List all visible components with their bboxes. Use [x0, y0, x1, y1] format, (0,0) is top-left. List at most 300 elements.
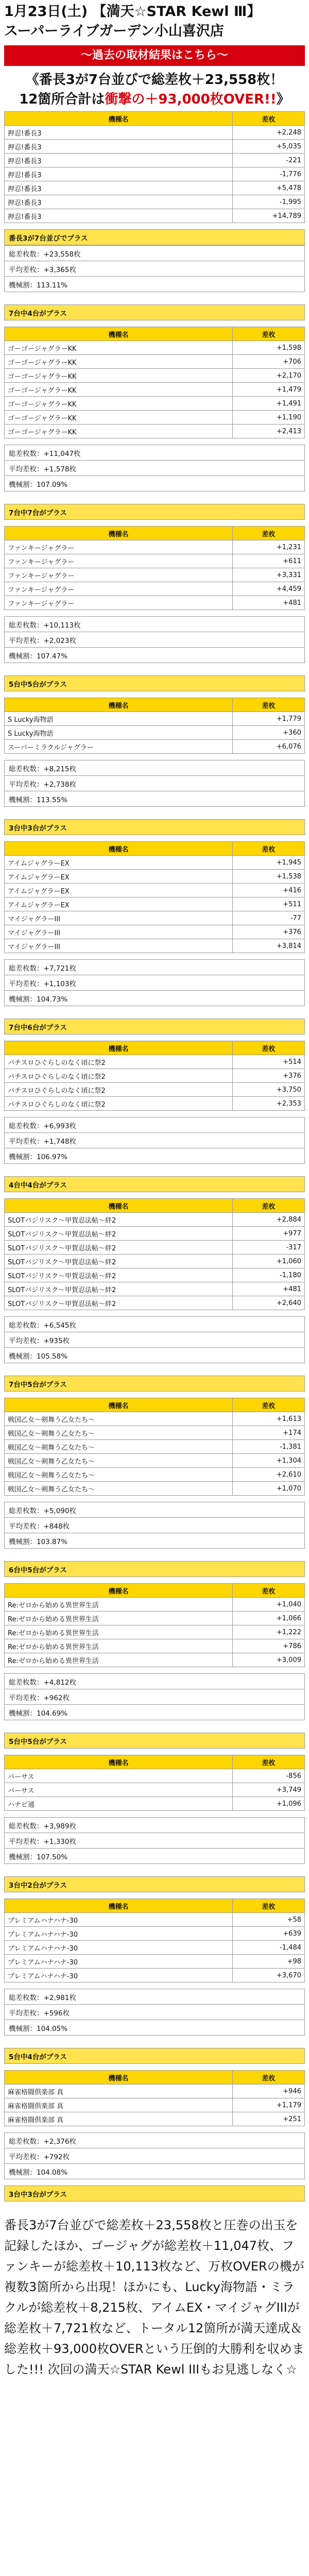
machine-name: バーサス	[5, 1783, 233, 1797]
table-row	[5, 1227, 305, 1241]
machine-table	[4, 1398, 305, 1496]
machine-name: アイムジャグラーEX	[5, 856, 233, 870]
column-header-machine: 機種名	[5, 327, 233, 341]
table-row	[5, 726, 305, 740]
table-header-row	[5, 1398, 305, 1412]
summary-rate: 機械割：106.97%	[5, 1148, 305, 1164]
results-list	[4, 111, 305, 2201]
section-title: 3台中3台がプラス	[5, 820, 305, 835]
table-row	[5, 1055, 305, 1069]
diff-value: +1,060	[233, 1255, 305, 1268]
table-row	[5, 181, 305, 195]
section-title-box	[4, 675, 305, 691]
machine-name: アイムジャグラーEX	[5, 884, 233, 897]
summary-table	[4, 445, 305, 492]
machine-name: SLOTバジリスク〜甲賀忍法帖〜絆2	[5, 1213, 233, 1227]
machine-name: 麻雀格闘倶楽部 真	[5, 2084, 233, 2098]
result-section	[4, 2048, 305, 2201]
section-title-box	[4, 229, 305, 245]
table-row	[5, 870, 305, 884]
summary-rate: 機械割：104.73%	[5, 991, 305, 1006]
machine-name: 押忍!番長3	[5, 154, 233, 167]
section-title-box	[4, 1876, 305, 1892]
diff-value: -1,180	[233, 1268, 305, 1282]
diff-value: +706	[233, 355, 305, 369]
summary-table	[4, 1117, 305, 1164]
diff-value: +4,459	[233, 582, 305, 596]
diff-value: -1,381	[233, 1440, 305, 1454]
table-row	[5, 856, 305, 870]
table-row	[5, 568, 305, 582]
diff-value: +1,304	[233, 1454, 305, 1468]
machine-name: ファンキージャグラー	[5, 554, 233, 568]
result-section	[4, 1561, 305, 1720]
diff-value: +1,779	[233, 712, 305, 726]
table-row	[5, 1454, 305, 1468]
machine-table	[4, 1198, 305, 1310]
machine-table	[4, 111, 305, 223]
machine-name: マイジャグラーIII	[5, 939, 233, 953]
machine-name: SLOTバジリスク〜甲賀忍法帖〜絆2	[5, 1282, 233, 1296]
table-header-row	[5, 1584, 305, 1598]
table-row	[5, 2084, 305, 2098]
diff-value: +977	[233, 1227, 305, 1241]
summary-avg: 平均差枚：+3,365枚	[5, 261, 305, 277]
table-header-row	[5, 527, 305, 540]
diff-value: +1,538	[233, 870, 305, 884]
table-header-row	[5, 112, 305, 126]
table-row	[5, 355, 305, 369]
diff-value: +3,814	[233, 939, 305, 953]
machine-name: パチスロひぐらしのなく頃に祭2	[5, 1097, 233, 1111]
table-row	[5, 140, 305, 154]
machine-name: 押忍!番長3	[5, 209, 233, 223]
summary-rate: 機械割：113.11%	[5, 277, 305, 292]
past-results-banner[interactable]: 〜過去の取材結果はこちら〜	[4, 45, 305, 66]
summary-table	[4, 959, 305, 1006]
column-header-machine: 機種名	[5, 1899, 233, 1913]
machine-table	[4, 841, 305, 953]
machine-name: ゴーゴージャグラーKK	[5, 411, 233, 425]
result-section	[4, 1376, 305, 1549]
machine-name: 戦国乙女〜剣舞う乙女たち〜	[5, 1468, 233, 1482]
summary-table	[4, 760, 305, 807]
table-row	[5, 1913, 305, 1927]
machine-name: Re:ゼロから始める異世界生活	[5, 1612, 233, 1625]
column-header-machine: 機種名	[5, 527, 233, 540]
diff-value: +1,613	[233, 1412, 305, 1426]
machine-name: ゴーゴージャグラーKK	[5, 369, 233, 383]
machine-name: ハナビ通	[5, 1797, 233, 1811]
diff-value: +2,248	[233, 126, 305, 140]
machine-name: プレミアムハナハナ-30	[5, 1969, 233, 1982]
machine-name: 戦国乙女〜剣舞う乙女たち〜	[5, 1412, 233, 1426]
column-header-diff: 差枚	[233, 698, 305, 712]
table-row	[5, 1941, 305, 1955]
summary-table	[4, 1989, 305, 2036]
diff-value: +1,231	[233, 540, 305, 554]
diff-value: -856	[233, 1769, 305, 1783]
diff-value: +1,190	[233, 411, 305, 425]
headline-prefix: 12箇所合計は	[19, 92, 105, 107]
diff-value: -317	[233, 1241, 305, 1255]
result-section	[4, 1019, 305, 1164]
table-header-row	[5, 1899, 305, 1913]
machine-name: バーサス	[5, 1769, 233, 1783]
column-header-diff: 差枚	[233, 327, 305, 341]
column-header-machine: 機種名	[5, 842, 233, 856]
table-row	[5, 1482, 305, 1496]
diff-value: +2,353	[233, 1097, 305, 1111]
page-title: 1月23日(土) 【満天☆STAR Kewl Ⅲ】	[4, 4, 261, 20]
table-row	[5, 712, 305, 726]
footer-title: 3台中3台がプラス	[5, 2186, 305, 2201]
summary-avg: 平均差枚：+1,578枚	[5, 461, 305, 476]
summary-total: 総差枚数：+4,812枚	[5, 1674, 305, 1689]
summary-table	[4, 2132, 305, 2179]
section-title-box	[4, 504, 305, 520]
machine-name: プレミアムハナハナ-30	[5, 1913, 233, 1927]
diff-value: +1,179	[233, 2098, 305, 2112]
column-header-machine: 機種名	[5, 1199, 233, 1213]
column-header-diff: 差枚	[233, 1041, 305, 1055]
diff-value: +3,331	[233, 568, 305, 582]
table-row	[5, 540, 305, 554]
machine-name: SLOTバジリスク〜甲賀忍法帖〜絆2	[5, 1227, 233, 1241]
result-section	[4, 1876, 305, 2036]
table-row	[5, 596, 305, 610]
table-row	[5, 582, 305, 596]
section-title-box	[4, 1376, 305, 1392]
summary-avg: 平均差枚：+1,330枚	[5, 1833, 305, 1849]
table-row	[5, 2112, 305, 2126]
machine-name: Re:ゼロから始める異世界生活	[5, 1598, 233, 1612]
table-row	[5, 897, 305, 911]
column-header-machine: 機種名	[5, 1755, 233, 1769]
machine-table	[4, 1899, 305, 1982]
diff-value: -1,776	[233, 167, 305, 181]
machine-name: 麻雀格闘倶楽部 真	[5, 2098, 233, 2112]
column-header-machine: 機種名	[5, 2071, 233, 2084]
column-header-diff: 差枚	[233, 1755, 305, 1769]
machine-name: S Lucky海物語	[5, 726, 233, 740]
table-row	[5, 1653, 305, 1667]
diff-value: +514	[233, 1055, 305, 1069]
diff-value: -77	[233, 911, 305, 925]
machine-name: 戦国乙女〜剣舞う乙女たち〜	[5, 1440, 233, 1454]
machine-name: ゴーゴージャグラーKK	[5, 355, 233, 369]
machine-name: 押忍!番長3	[5, 195, 233, 209]
machine-table	[4, 327, 305, 438]
table-row	[5, 1598, 305, 1612]
section-title-box	[4, 1019, 305, 1035]
result-section	[4, 304, 305, 492]
machine-table	[4, 1041, 305, 1111]
diff-value: +946	[233, 2084, 305, 2098]
diff-value: +3,670	[233, 1969, 305, 1982]
diff-value: +3,749	[233, 1783, 305, 1797]
table-row	[5, 1213, 305, 1227]
summary-rate: 機械割：104.69%	[5, 1705, 305, 1720]
machine-name: SLOTバジリスク〜甲賀忍法帖〜絆2	[5, 1241, 233, 1255]
machine-name: 押忍!番長3	[5, 167, 233, 181]
store-name: スーパーライブガーデン小山喜沢店	[4, 23, 224, 39]
diff-value: +98	[233, 1955, 305, 1969]
summary-total: 総差枚数：+2,981枚	[5, 1989, 305, 2005]
machine-name: 押忍!番長3	[5, 140, 233, 154]
diff-value: +58	[233, 1913, 305, 1927]
table-row	[5, 1639, 305, 1653]
machine-table	[4, 1583, 305, 1667]
result-section	[4, 819, 305, 1006]
diff-value: +5,478	[233, 181, 305, 195]
headline-line1: 《番長3が7台並びで総差枚＋23,558枚！	[25, 72, 284, 88]
table-row	[5, 1440, 305, 1454]
table-row	[5, 341, 305, 355]
table-row	[5, 1282, 305, 1296]
machine-name: SLOTバジリスク〜甲賀忍法帖〜絆2	[5, 1296, 233, 1310]
summary-table	[4, 1316, 305, 1363]
summary-avg: 平均差枚：+935枚	[5, 1332, 305, 1348]
summary-table	[4, 1817, 305, 1864]
table-row	[5, 925, 305, 939]
section-title: 5台中4台がプラス	[5, 2048, 305, 2064]
diff-value: +416	[233, 884, 305, 897]
summary-total: 総差枚数：+6,993枚	[5, 1117, 305, 1133]
summary-rate: 機械割：105.58%	[5, 1348, 305, 1363]
diff-value: +639	[233, 1927, 305, 1941]
machine-name: Re:ゼロから始める異世界生活	[5, 1639, 233, 1653]
column-header-diff: 差枚	[233, 1199, 305, 1213]
machine-name: プレミアムハナハナ-30	[5, 1927, 233, 1941]
machine-name: マイジャグラーIII	[5, 925, 233, 939]
column-header-machine: 機種名	[5, 1041, 233, 1055]
machine-name: ファンキージャグラー	[5, 582, 233, 596]
table-row	[5, 911, 305, 925]
result-section	[4, 1733, 305, 1864]
machine-name: プレミアムハナハナ-30	[5, 1941, 233, 1955]
headline-line2	[4, 90, 305, 109]
table-row	[5, 1783, 305, 1797]
diff-value: +174	[233, 1426, 305, 1440]
table-row	[5, 1612, 305, 1625]
summary-avg: 平均差枚：+848枚	[5, 1518, 305, 1533]
diff-value: +6,076	[233, 740, 305, 754]
table-row	[5, 167, 305, 181]
table-row	[5, 1083, 305, 1097]
summary-total: 総差枚数：+6,545枚	[5, 1317, 305, 1332]
section-title: 5台中5台がプラス	[5, 1733, 305, 1749]
machine-name: アイムジャグラーEX	[5, 870, 233, 884]
table-row	[5, 1241, 305, 1255]
section-title-box	[4, 1561, 305, 1577]
table-row	[5, 2098, 305, 2112]
table-row	[5, 1268, 305, 1282]
summary-total: 総差枚数：+11,047枚	[5, 445, 305, 461]
machine-name: ファンキージャグラー	[5, 568, 233, 582]
machine-name: パチスロひぐらしのなく頃に祭2	[5, 1055, 233, 1069]
table-row	[5, 1069, 305, 1083]
machine-name: 戦国乙女〜剣舞う乙女たち〜	[5, 1482, 233, 1496]
machine-name: マイジャグラーIII	[5, 911, 233, 925]
summary-total: 総差枚数：+8,215枚	[5, 760, 305, 776]
diff-value: +1,096	[233, 1797, 305, 1811]
table-row	[5, 154, 305, 167]
closing-text: 番長3が7台並びで総差枚＋23,558枚と圧巻の出玉を記録したほか、ゴージャグが総差枚＋11,047枚、ファンキーが総差枚＋10,113枚など、万枚OVERの機が複数3箇所から出現！ほかにも、Lucky海物語・ミラクルが総差枚＋8,215枚、アイムEX・マイジャグIIIが総差枚＋7,721枚など、トータル12箇所が満天達成＆総差枚＋93,000枚OVERという圧倒的大勝利を収めました!!! 次回の満天☆STAR Kewl IIIもお見逃しなく☆	[4, 2218, 304, 2377]
diff-value: +481	[233, 1282, 305, 1296]
machine-name: Re:ゼロから始める異世界生活	[5, 1625, 233, 1639]
diff-value: +1,070	[233, 1482, 305, 1496]
table-header-row	[5, 1755, 305, 1769]
section-title: 4台中4台がプラス	[5, 1177, 305, 1192]
section-title-box	[4, 304, 305, 320]
table-row	[5, 1426, 305, 1440]
machine-table	[4, 1755, 305, 1811]
column-header-diff: 差枚	[233, 1899, 305, 1913]
column-header-machine: 機種名	[5, 1398, 233, 1412]
diff-value: +611	[233, 554, 305, 568]
machine-name: SLOTバジリスク〜甲賀忍法帖〜絆2	[5, 1255, 233, 1268]
summary-avg: 平均差枚：+792枚	[5, 2148, 305, 2164]
machine-name: パチスロひぐらしのなく頃に祭2	[5, 1069, 233, 1083]
table-header-row	[5, 698, 305, 712]
diff-value: +786	[233, 1639, 305, 1653]
diff-value: +251	[233, 2112, 305, 2126]
machine-name: 戦国乙女〜剣舞う乙女たち〜	[5, 1454, 233, 1468]
summary-rate: 機械割：113.55%	[5, 791, 305, 807]
diff-value: +2,884	[233, 1213, 305, 1227]
summary-avg: 平均差枚：+1,748枚	[5, 1133, 305, 1148]
diff-value: +5,035	[233, 140, 305, 154]
machine-name: パチスロひぐらしのなく頃に祭2	[5, 1083, 233, 1097]
summary-total: 総差枚数：+2,376枚	[5, 2133, 305, 2148]
machine-name: ゴーゴージャグラーKK	[5, 397, 233, 411]
summary-table	[4, 1673, 305, 1720]
table-row	[5, 411, 305, 425]
section-title: 3台中2台がプラス	[5, 1877, 305, 1892]
diff-value: +1,040	[233, 1598, 305, 1612]
machine-name: Re:ゼロから始める異世界生活	[5, 1653, 233, 1667]
diff-value: +14,789	[233, 209, 305, 223]
section-title: 5台中5台がプラス	[5, 676, 305, 691]
column-header-diff: 差枚	[233, 112, 305, 126]
section-title-box	[4, 1733, 305, 1749]
table-row	[5, 383, 305, 397]
machine-name: SLOTバジリスク〜甲賀忍法帖〜絆2	[5, 1268, 233, 1282]
table-row	[5, 369, 305, 383]
machine-table	[4, 698, 305, 754]
section-title: 7台中5台がプラス	[5, 1376, 305, 1392]
summary-total: 総差枚数：+5,090枚	[5, 1502, 305, 1518]
column-header-diff: 差枚	[233, 842, 305, 856]
table-row	[5, 1797, 305, 1811]
summary-rate: 機械割：107.09%	[5, 476, 305, 492]
result-section	[4, 675, 305, 807]
section-title: 7台中4台がプラス	[5, 305, 305, 320]
summary-total: 総差枚数：+10,113枚	[5, 617, 305, 632]
summary-rate: 機械割：103.87%	[5, 1533, 305, 1549]
diff-value: +1,222	[233, 1625, 305, 1639]
diff-value: +2,610	[233, 1468, 305, 1482]
machine-name: 麻雀格闘倶楽部 真	[5, 2112, 233, 2126]
headline-emphasis: 衝撃の＋93,000枚OVER!!	[105, 92, 277, 107]
diff-value: +376	[233, 1069, 305, 1083]
summary-table	[4, 245, 305, 292]
section-title-box	[4, 1176, 305, 1192]
table-row	[5, 209, 305, 223]
column-header-diff: 差枚	[233, 1398, 305, 1412]
table-row	[5, 397, 305, 411]
result-section	[4, 1176, 305, 1363]
table-row	[5, 1927, 305, 1941]
summary-rate: 機械割：107.47%	[5, 648, 305, 663]
result-section	[4, 504, 305, 663]
table-row	[5, 195, 305, 209]
footer-title-box	[4, 2185, 305, 2201]
diff-value: +2,413	[233, 425, 305, 438]
column-header-machine: 機種名	[5, 698, 233, 712]
machine-name: 戦国乙女〜剣舞う乙女たち〜	[5, 1426, 233, 1440]
table-row	[5, 1769, 305, 1783]
summary-avg: 平均差枚：+1,103枚	[5, 975, 305, 991]
diff-value: +511	[233, 897, 305, 911]
result-section	[4, 111, 305, 292]
machine-name: ファンキージャグラー	[5, 540, 233, 554]
headline	[4, 66, 305, 111]
diff-value: +2,640	[233, 1296, 305, 1310]
table-row	[5, 554, 305, 568]
section-title: 6台中5台がプラス	[5, 1562, 305, 1577]
diff-value: +1,945	[233, 856, 305, 870]
diff-value: +1,491	[233, 397, 305, 411]
machine-name: ファンキージャグラー	[5, 596, 233, 610]
diff-value: +2,170	[233, 369, 305, 383]
table-row	[5, 740, 305, 754]
summary-total: 総差枚数：+3,989枚	[5, 1818, 305, 1833]
summary-avg: 平均差枚：+2,738枚	[5, 776, 305, 791]
summary-avg: 平均差枚：+596枚	[5, 2005, 305, 2020]
diff-value: -1,995	[233, 195, 305, 209]
summary-rate: 機械割：104.05%	[5, 2020, 305, 2036]
table-header-row	[5, 842, 305, 856]
table-row	[5, 425, 305, 438]
column-header-diff: 差枚	[233, 527, 305, 540]
diff-value: +1,479	[233, 383, 305, 397]
table-row	[5, 1412, 305, 1426]
table-row	[5, 126, 305, 140]
diff-value: +1,066	[233, 1612, 305, 1625]
column-header-machine: 機種名	[5, 1584, 233, 1598]
table-header-row	[5, 1199, 305, 1213]
machine-name: ゴーゴージャグラーKK	[5, 341, 233, 355]
column-header-machine: 機種名	[5, 112, 233, 126]
summary-rate: 機械割：107.50%	[5, 1849, 305, 1864]
headline-suffix: 》	[276, 92, 290, 107]
diff-value: +376	[233, 925, 305, 939]
machine-table	[4, 2070, 305, 2126]
section-title-box	[4, 819, 305, 835]
machine-name: アイムジャグラーEX	[5, 897, 233, 911]
table-row	[5, 1097, 305, 1111]
summary-table	[4, 616, 305, 663]
table-row	[5, 1625, 305, 1639]
machine-name: 押忍!番長3	[5, 126, 233, 140]
table-row	[5, 1969, 305, 1982]
summary-avg: 平均差枚：+962枚	[5, 1689, 305, 1705]
diff-value: +3,750	[233, 1083, 305, 1097]
machine-table	[4, 526, 305, 610]
table-row	[5, 1468, 305, 1482]
